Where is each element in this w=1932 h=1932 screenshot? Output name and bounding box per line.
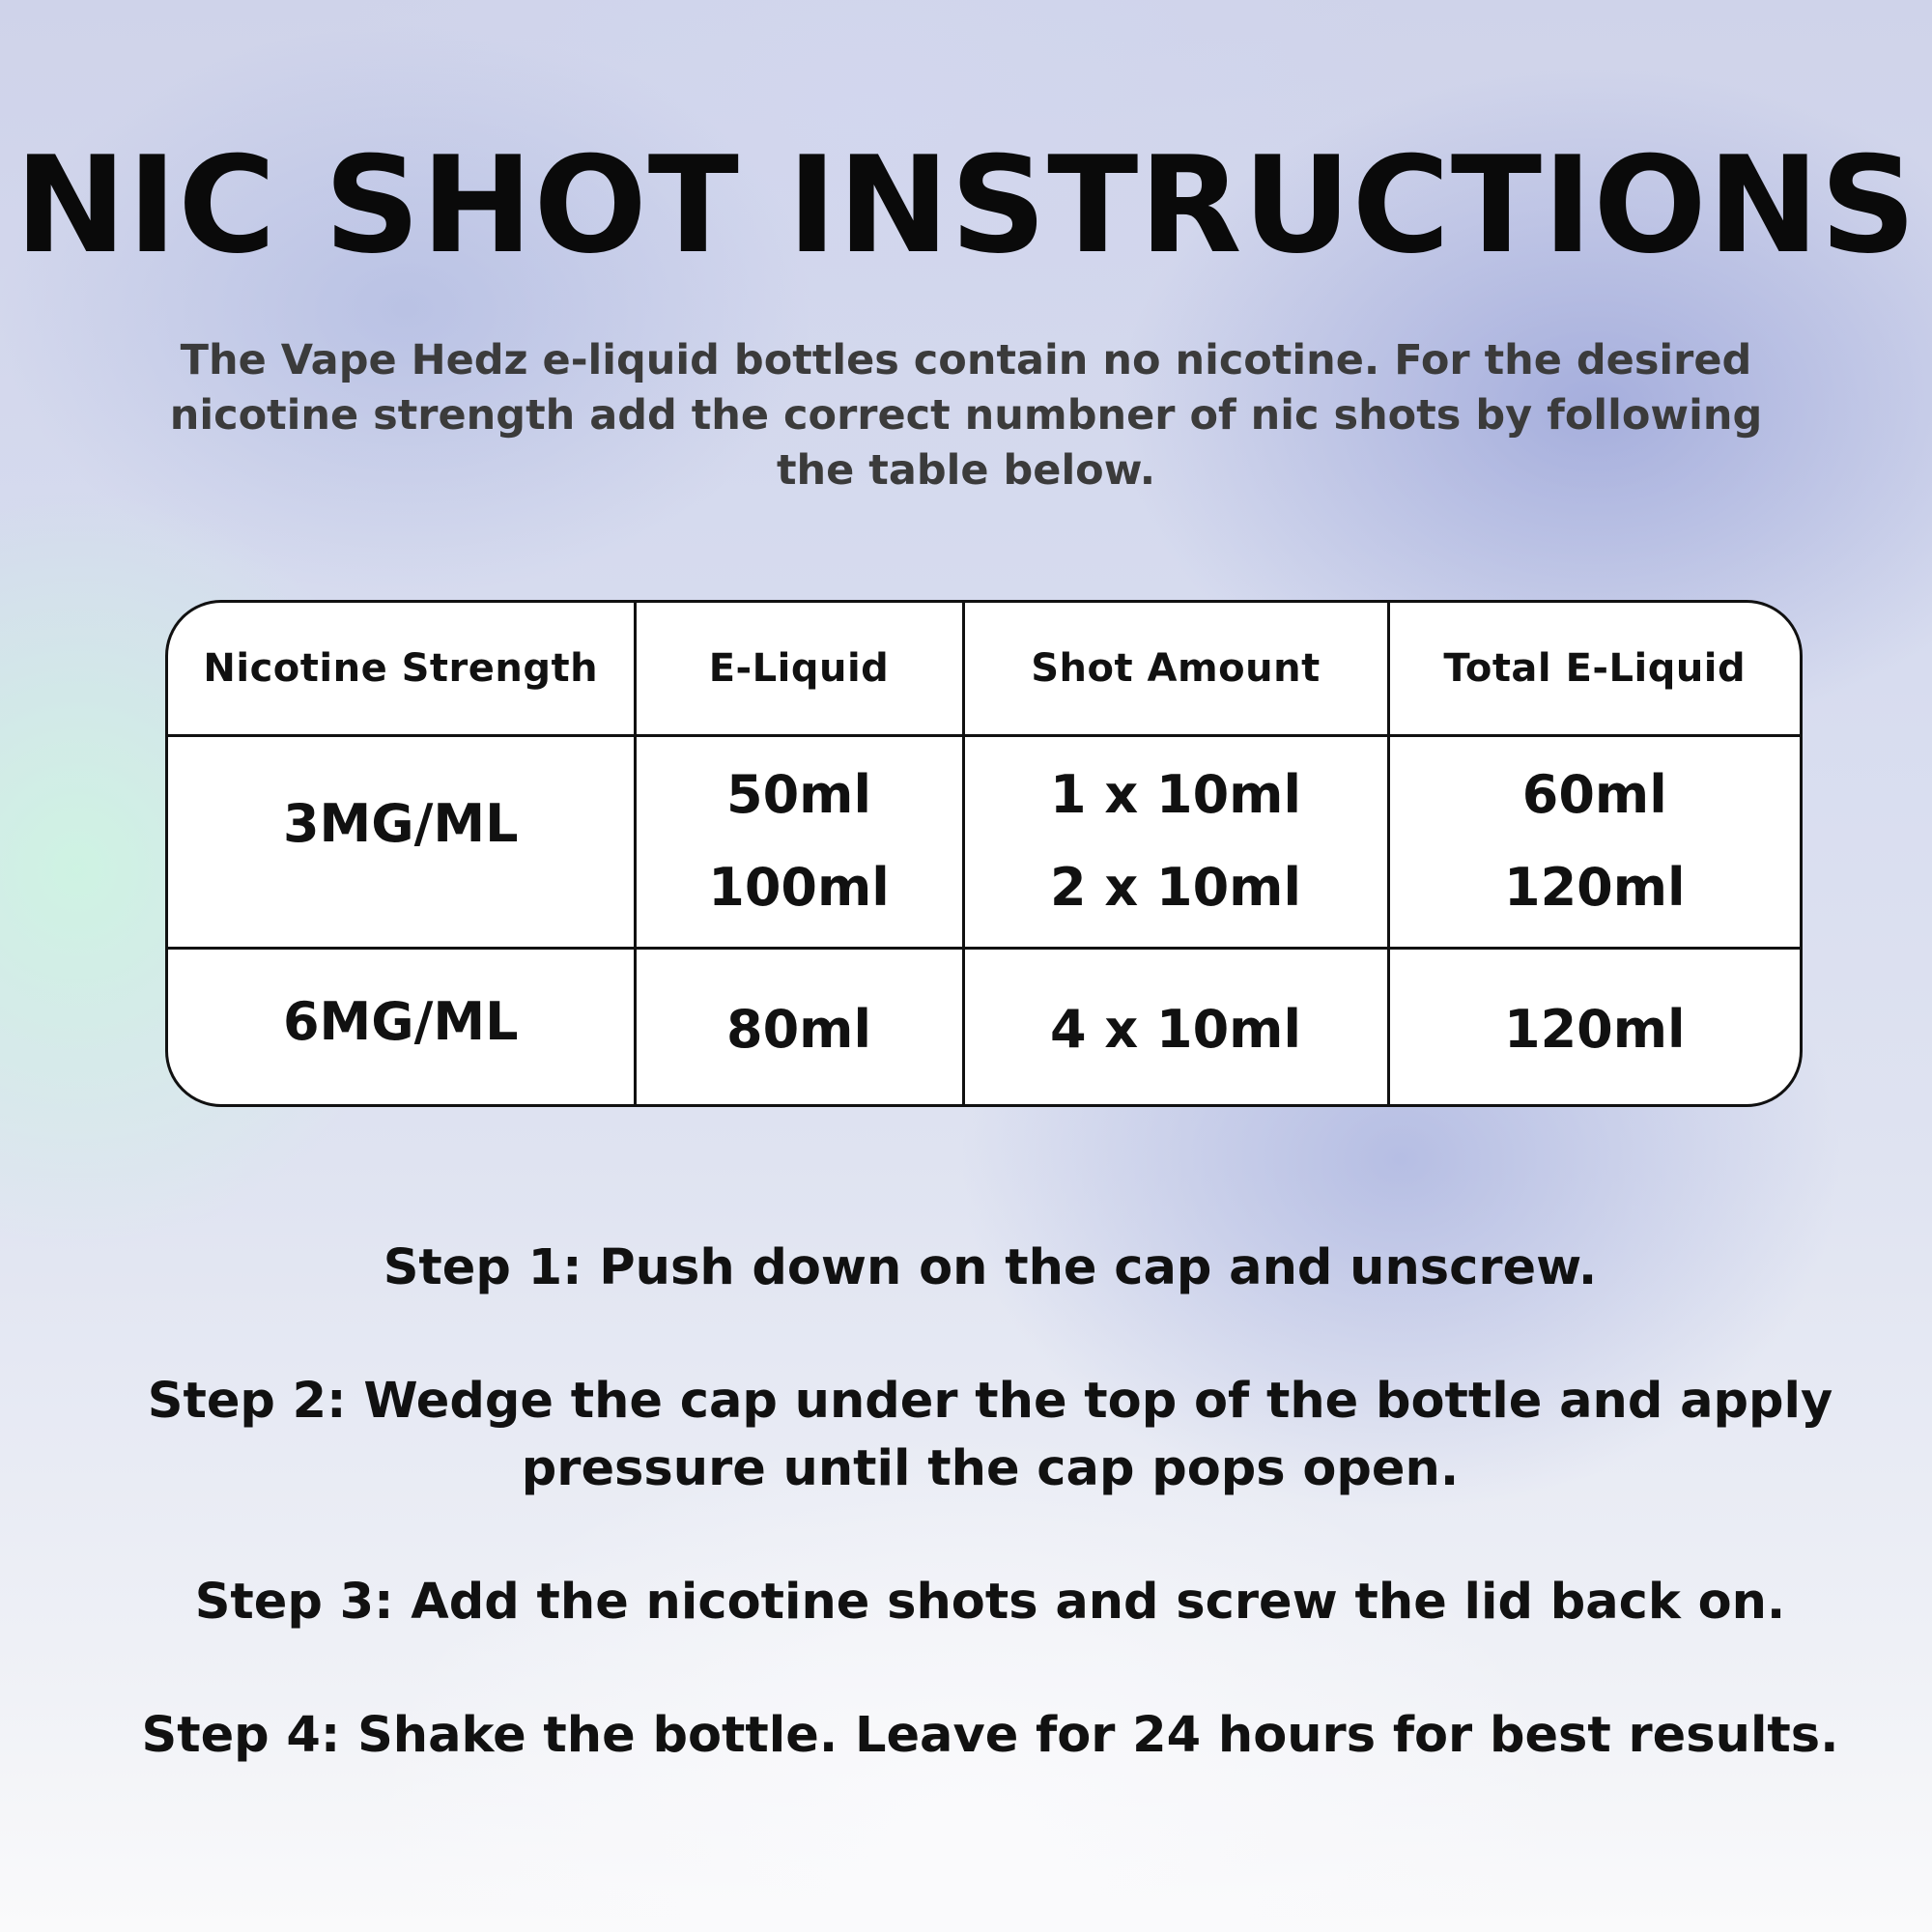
header-nicotine-strength: Nicotine Strength [168, 603, 635, 735]
table-row [168, 948, 1800, 1107]
cell-value: 120ml [1504, 857, 1686, 918]
cell-value: 120ml [1504, 998, 1686, 1060]
cell-e-liquid [635, 948, 963, 1107]
table-header-row [168, 603, 1800, 735]
page-title: NIC SHOT INSTRUCTIONS [14, 128, 1918, 283]
header-total-e-liquid: Total E-Liquid [1388, 603, 1800, 735]
header-e-liquid: E-Liquid [635, 603, 963, 735]
step-3: Step 3: Add the nicotine shots and screw the lid back on. [194, 1574, 1786, 1631]
cell-strength: 6MG/ML [168, 948, 635, 1107]
cell-value: 80ml [726, 998, 871, 1060]
cell-shot-amount [963, 948, 1388, 1107]
intro-text: The Vape Hedz e-liquid bottles contain no nicotine. For the desired nicotine strength add the correct numbner of nic shots by following the table below. [169, 336, 1763, 495]
cell-value: 60ml [1521, 764, 1667, 825]
step-4: Step 4: Shake the bottle. Leave for 24 hours for best results. [141, 1707, 1839, 1764]
cell-strength: 3MG/ML [168, 735, 635, 948]
steps-list [97, 1235, 1884, 1835]
step-2: Step 2: Wedge the cap under the top of the bottle and apply pressure until the cap pops open. [147, 1373, 1833, 1497]
cell-value: 4 x 10ml [1050, 998, 1301, 1060]
cell-value: 2 x 10ml [1050, 857, 1301, 918]
table-row [168, 735, 1800, 948]
header-shot-amount: Shot Amount [963, 603, 1388, 735]
cell-total-e-liquid [1388, 948, 1800, 1107]
cell-total-e-liquid [1388, 735, 1800, 948]
cell-value: 100ml [708, 857, 890, 918]
cell-value: 50ml [726, 764, 871, 825]
cell-value: 1 x 10ml [1050, 764, 1301, 825]
step-1: Step 1: Push down on the cap and unscrew. [383, 1239, 1598, 1296]
cell-shot-amount [963, 735, 1388, 948]
nic-shot-table-grid [168, 603, 1800, 1107]
cell-e-liquid [635, 735, 963, 948]
nic-shot-table [165, 600, 1803, 1107]
